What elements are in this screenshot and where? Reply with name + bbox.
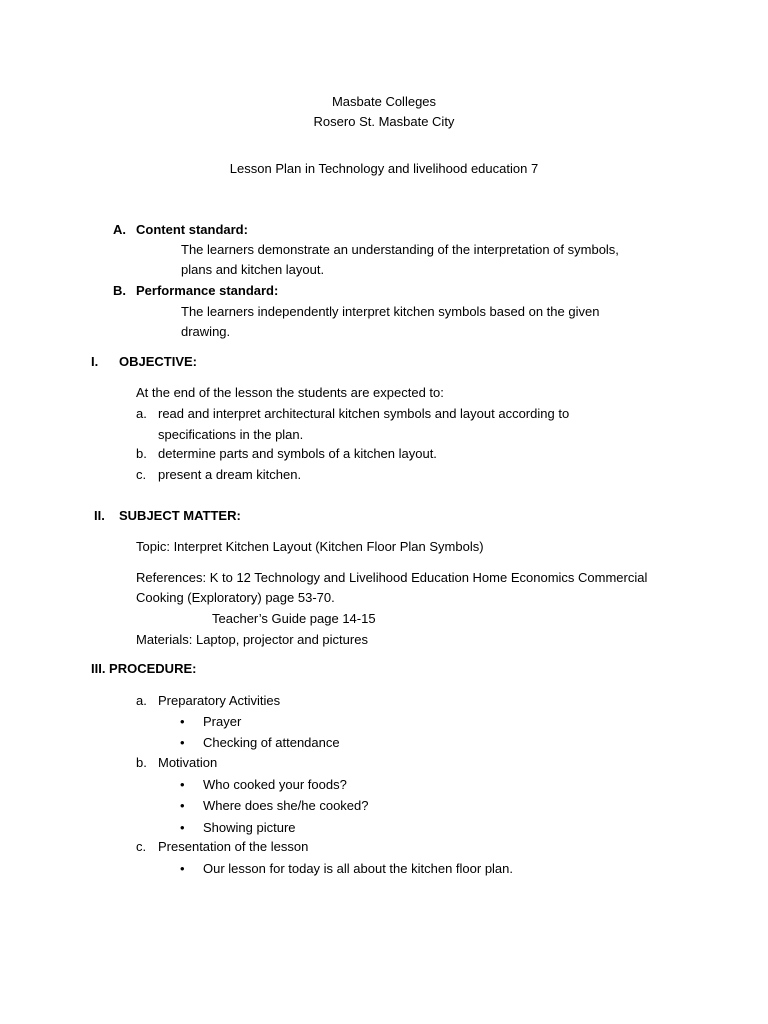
procedure-section-marker: b. bbox=[136, 755, 147, 770]
list-item-marker: b. bbox=[136, 446, 147, 461]
topic-line: Topic: Interpret Kitchen Layout (Kitchen Floor Plan Symbols) bbox=[136, 539, 484, 554]
procedure-section-marker: c. bbox=[136, 839, 147, 854]
bullet-icon bbox=[180, 777, 185, 793]
document-title: Lesson Plan in Technology and livelihood education 7 bbox=[229, 161, 539, 176]
subject-matter-heading: SUBJECT MATTER: bbox=[119, 508, 241, 523]
list-item: Prayer bbox=[203, 714, 242, 729]
references-line: References: K to 12 Technology and Livelihood Education Home Economics Commercial bbox=[136, 570, 648, 585]
references-line: Teacher’s Guide page 14-15 bbox=[212, 611, 376, 626]
list-item: Who cooked your foods? bbox=[203, 777, 347, 792]
bullet-icon bbox=[180, 735, 185, 751]
list-item: read and interpret architectural kitchen symbols and layout according to bbox=[158, 406, 570, 421]
references-line: Cooking (Exploratory) page 53-70. bbox=[136, 590, 335, 605]
bullet-icon bbox=[180, 820, 185, 836]
procedure-section-title: Preparatory Activities bbox=[158, 693, 281, 708]
procedure-section-marker: a. bbox=[136, 693, 147, 708]
procedure-heading: III. PROCEDURE: bbox=[91, 661, 197, 676]
list-item: Our lesson for today is all about the kitchen floor plan. bbox=[203, 861, 514, 876]
content-standard-label: Content standard: bbox=[136, 222, 248, 237]
subject-matter-marker: II. bbox=[94, 508, 105, 523]
materials-line: Materials: Laptop, projector and pictures bbox=[136, 632, 368, 647]
content-standard-marker: A. bbox=[113, 222, 126, 237]
bullet-icon bbox=[180, 861, 185, 877]
school-name: Masbate Colleges bbox=[331, 94, 437, 109]
list-item: present a dream kitchen. bbox=[158, 467, 302, 482]
objective-intro: At the end of the lesson the students are expected to: bbox=[136, 385, 444, 400]
performance-standard-text: The learners independently interpret kitchen symbols based on the given bbox=[181, 304, 600, 319]
list-item: specifications in the plan. bbox=[158, 427, 304, 442]
content-standard-text: The learners demonstrate an understanding of the interpretation of symbols, bbox=[181, 242, 619, 257]
procedure-section-title: Motivation bbox=[158, 755, 218, 770]
list-item: Checking of attendance bbox=[203, 735, 340, 750]
list-item-marker: c. bbox=[136, 467, 147, 482]
bullet-icon bbox=[180, 714, 185, 730]
bullet-icon bbox=[180, 798, 185, 814]
school-address: Rosero St. Masbate City bbox=[313, 114, 455, 129]
list-item-marker: a. bbox=[136, 406, 147, 421]
list-item: Where does she/he cooked? bbox=[203, 798, 369, 813]
performance-standard-text: drawing. bbox=[181, 324, 231, 339]
procedure-section-title: Presentation of the lesson bbox=[158, 839, 309, 854]
performance-standard-marker: B. bbox=[113, 283, 126, 298]
list-item: determine parts and symbols of a kitchen layout. bbox=[158, 446, 437, 461]
content-standard-text: plans and kitchen layout. bbox=[181, 262, 325, 277]
list-item: Showing picture bbox=[203, 820, 296, 835]
performance-standard-label: Performance standard: bbox=[136, 283, 279, 298]
objective-marker: I. bbox=[91, 354, 99, 369]
objective-heading: OBJECTIVE: bbox=[119, 354, 198, 369]
